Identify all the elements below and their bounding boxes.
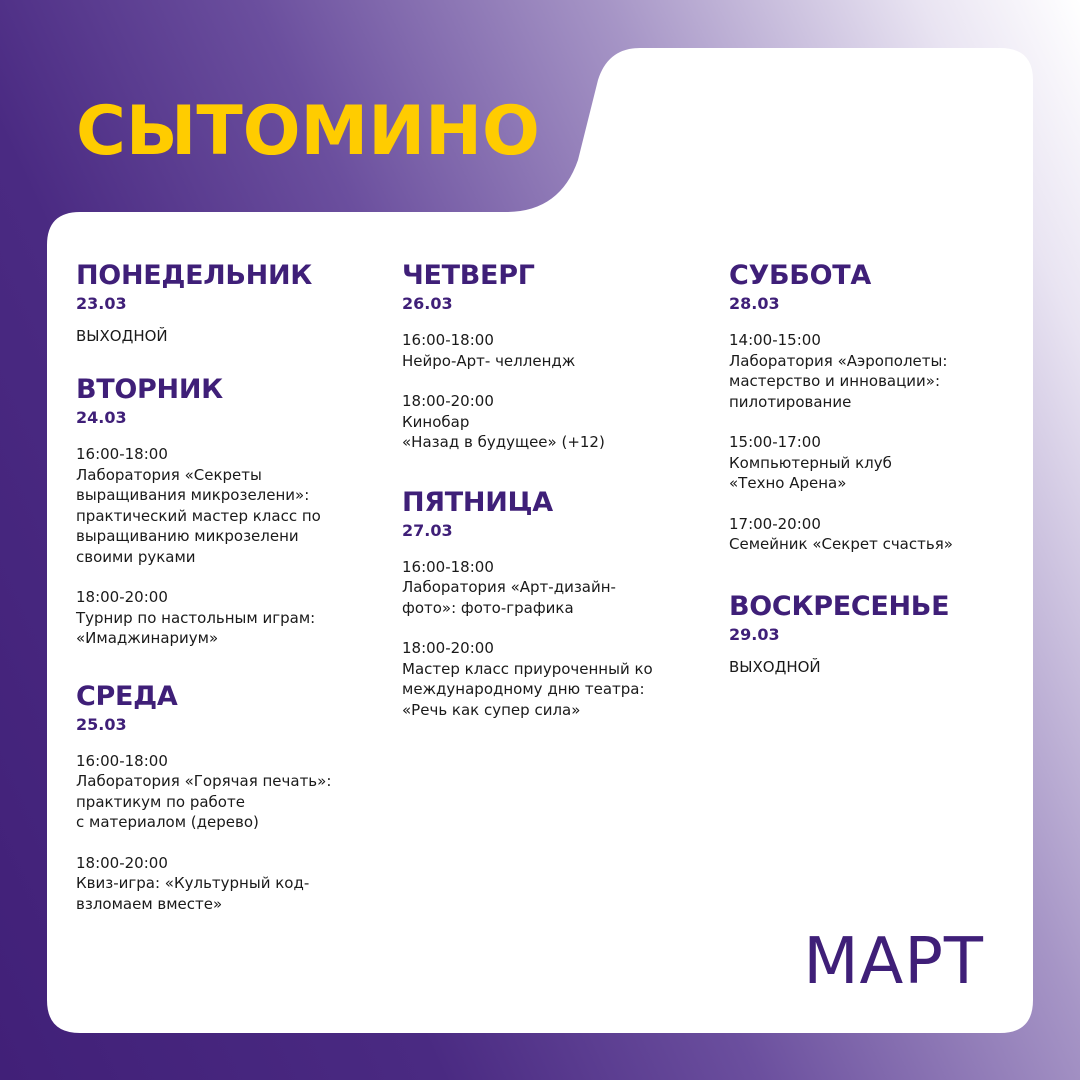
event bbox=[402, 330, 702, 371]
event-text: «Техно Арена» bbox=[729, 474, 847, 492]
event-time: 16:00-18:00 bbox=[76, 445, 168, 463]
event-text: Мастер класс приуроченный ко bbox=[402, 659, 653, 678]
day-off-note: ВЫХОДНОЙ bbox=[76, 327, 168, 345]
event-text: фото»: фото-графика bbox=[402, 598, 574, 617]
day-name: ЧЕТВЕРГ bbox=[402, 260, 535, 291]
event-text: Компьютерный клуб bbox=[729, 453, 892, 472]
day-sunday bbox=[729, 589, 1029, 677]
day-date: 23.03 bbox=[76, 294, 127, 313]
schedule-column-1 bbox=[76, 258, 376, 934]
event-text: Турнир по настольным играм: bbox=[76, 608, 316, 627]
day-name: ПЯТНИЦА bbox=[402, 486, 553, 518]
month-label: МАРТ bbox=[803, 925, 984, 999]
day-name: ВТОРНИК bbox=[76, 374, 223, 405]
event-time: 15:00-17:00 bbox=[729, 433, 821, 451]
event-text: мастерство и инновации»: bbox=[729, 372, 941, 390]
event-text: Квиз-игра: «Культурный код- bbox=[76, 874, 310, 892]
event-time: 18:00-20:00 bbox=[76, 588, 168, 606]
day-date: 25.03 bbox=[76, 714, 127, 734]
event bbox=[729, 432, 1029, 494]
day-wednesday bbox=[76, 679, 376, 915]
event-text: Лаборатория «Аэрополеты: bbox=[729, 351, 948, 370]
day-date: 24.03 bbox=[76, 408, 127, 427]
event-text: Лаборатория «Секреты bbox=[76, 465, 262, 484]
event bbox=[76, 587, 376, 649]
day-off-note: ВЫХОДНОЙ bbox=[729, 657, 821, 676]
event-text: «Речь как супер сила» bbox=[402, 700, 581, 719]
event-text: практикум по работе bbox=[76, 792, 245, 811]
event-text: Нейро-Арт- челлендж bbox=[402, 351, 576, 370]
event bbox=[76, 853, 376, 915]
day-thursday bbox=[402, 258, 702, 453]
schedule-column-2 bbox=[402, 258, 702, 740]
event bbox=[76, 751, 376, 833]
event-text: «Назад в будущее» (+12) bbox=[402, 433, 605, 451]
day-name: СРЕДА bbox=[76, 680, 178, 712]
day-name: ВОСКРЕСЕНЬЕ bbox=[729, 590, 950, 622]
event bbox=[402, 638, 702, 720]
event-time: 16:00-18:00 bbox=[76, 751, 168, 770]
event-text: Лаборатория «Горячая печать»: bbox=[76, 772, 332, 790]
event-time: 14:00-15:00 bbox=[729, 331, 821, 349]
day-date: 28.03 bbox=[729, 294, 780, 313]
event bbox=[729, 330, 1029, 412]
event-text: взломаем вместе» bbox=[76, 894, 223, 913]
day-date: 29.03 bbox=[729, 624, 780, 644]
day-monday bbox=[76, 258, 376, 346]
event bbox=[402, 557, 702, 619]
event-time: 18:00-20:00 bbox=[402, 639, 494, 657]
day-date: 27.03 bbox=[402, 520, 453, 540]
day-date: 26.03 bbox=[402, 294, 453, 313]
event bbox=[76, 444, 376, 567]
event bbox=[402, 391, 702, 453]
event-text: практический мастер класс по bbox=[76, 506, 321, 525]
event-text: выращиванию микрозелени bbox=[76, 527, 299, 545]
event bbox=[729, 514, 1029, 555]
event-text: Лаборатория «Арт-дизайн- bbox=[402, 578, 616, 596]
schedule-column-3 bbox=[729, 258, 1029, 677]
event-time: 17:00-20:00 bbox=[729, 514, 821, 533]
event-text: своими руками bbox=[76, 547, 196, 566]
day-name: ПОНЕДЕЛЬНИК bbox=[76, 260, 313, 291]
event-text: с материалом (дерево) bbox=[76, 813, 259, 831]
event-text: международному дню театра: bbox=[402, 680, 645, 698]
event-text: Кинобар bbox=[402, 412, 470, 431]
event-time: 18:00-20:00 bbox=[402, 392, 494, 410]
event-text: Семейник «Секрет счастья» bbox=[729, 535, 953, 553]
event-text: «Имаджинариум» bbox=[76, 629, 219, 647]
event-time: 16:00-18:00 bbox=[402, 557, 494, 576]
event-time: 16:00-18:00 bbox=[402, 331, 494, 349]
day-friday bbox=[402, 485, 702, 721]
day-tuesday bbox=[76, 372, 376, 649]
event-text: выращивания микрозелени»: bbox=[76, 486, 310, 504]
day-saturday bbox=[729, 258, 1029, 555]
event-text: пилотирование bbox=[729, 392, 852, 411]
event-time: 18:00-20:00 bbox=[76, 853, 168, 872]
page-title: СЫТОМИНО bbox=[76, 92, 540, 171]
day-name: СУББОТА bbox=[729, 260, 871, 291]
